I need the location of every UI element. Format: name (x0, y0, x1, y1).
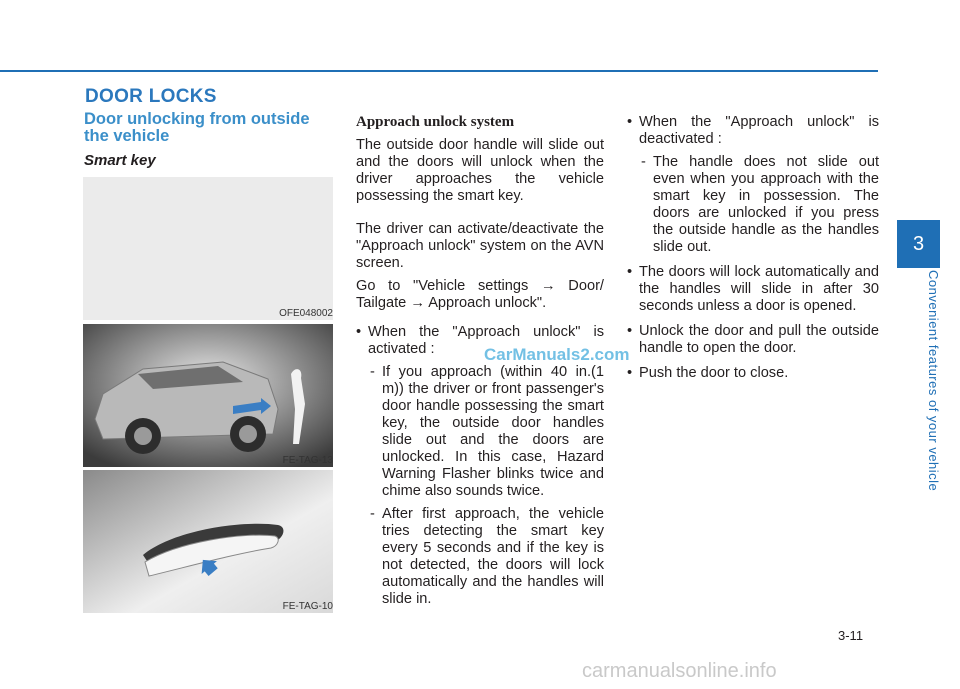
paragraph: The driver can activate/deactivate the "Approach unlock" system on the AVN screen. (356, 221, 604, 271)
chapter-tab: 3 (897, 220, 940, 268)
section-title: DOOR LOCKS (85, 86, 217, 107)
bullet-text: When the "Approach unlock" is activated : (368, 324, 604, 357)
dash-item: - If you approach (within 40 in.(1 m)) the driver or front passenger's door handle possessing the smart key, the outside door handles slide out and the doors are unlocked. In this case, Hazard Warning Flasher blinks twice and chime also sounds twice. (368, 364, 604, 500)
paragraph: The outside door handle will slide out and the doors will unlock when the driver approaches the vehicle possessing the smart key. (356, 137, 604, 204)
dash-item: - The handle does not slide out even when you approach with the smart key in possession. The doors are unlocked if you press the outside handle as the handles slide out. (639, 154, 879, 256)
car-illustration (83, 324, 333, 467)
car-approach-image (83, 324, 333, 467)
site-watermark: carmanualsonline.info (582, 660, 777, 682)
approach-unlock-heading: Approach unlock system (356, 114, 515, 130)
door-handle-image (83, 470, 333, 613)
bullet-text: When the "Approach unlock" is deactivated : (639, 114, 879, 147)
bullet-item: • Push the door to close. (627, 365, 879, 382)
dash-item: - After first approach, the vehicle tries detecting the smart key every 5 seconds and if the key is not detected, the doors will lock automatically and the handles will slide in. (368, 506, 604, 608)
paragraph: Go to "Vehicle settings → Door/ Tailgate → Approach unlock". (356, 278, 604, 311)
top-rule (0, 70, 878, 72)
image-label-3: FE-TAG-10 (282, 601, 333, 612)
bullet-item: • The doors will lock automatically and the handles will slide in after 30 seconds unless a door is opened. (627, 264, 879, 315)
subhead: Door unlocking from outside the vehicle (84, 110, 310, 145)
bullet-item (627, 114, 879, 256)
image-label-1: OFE048002 (279, 308, 333, 319)
right-column (627, 114, 879, 390)
subsubhead: Smart key (84, 152, 156, 169)
middle-column (356, 114, 604, 616)
chapter-title: Convenient features of your vehicle (926, 270, 941, 492)
watermark: CarManuals2.com (484, 345, 630, 364)
image-placeholder (83, 177, 333, 320)
door-handle-illustration (83, 470, 333, 613)
bullet-item (356, 324, 604, 608)
image-label-2: FE-TAG-13 (282, 455, 333, 466)
bullet-item: • Unlock the door and pull the outside handle to open the door. (627, 323, 879, 357)
page-number: 3-11 (838, 628, 864, 643)
